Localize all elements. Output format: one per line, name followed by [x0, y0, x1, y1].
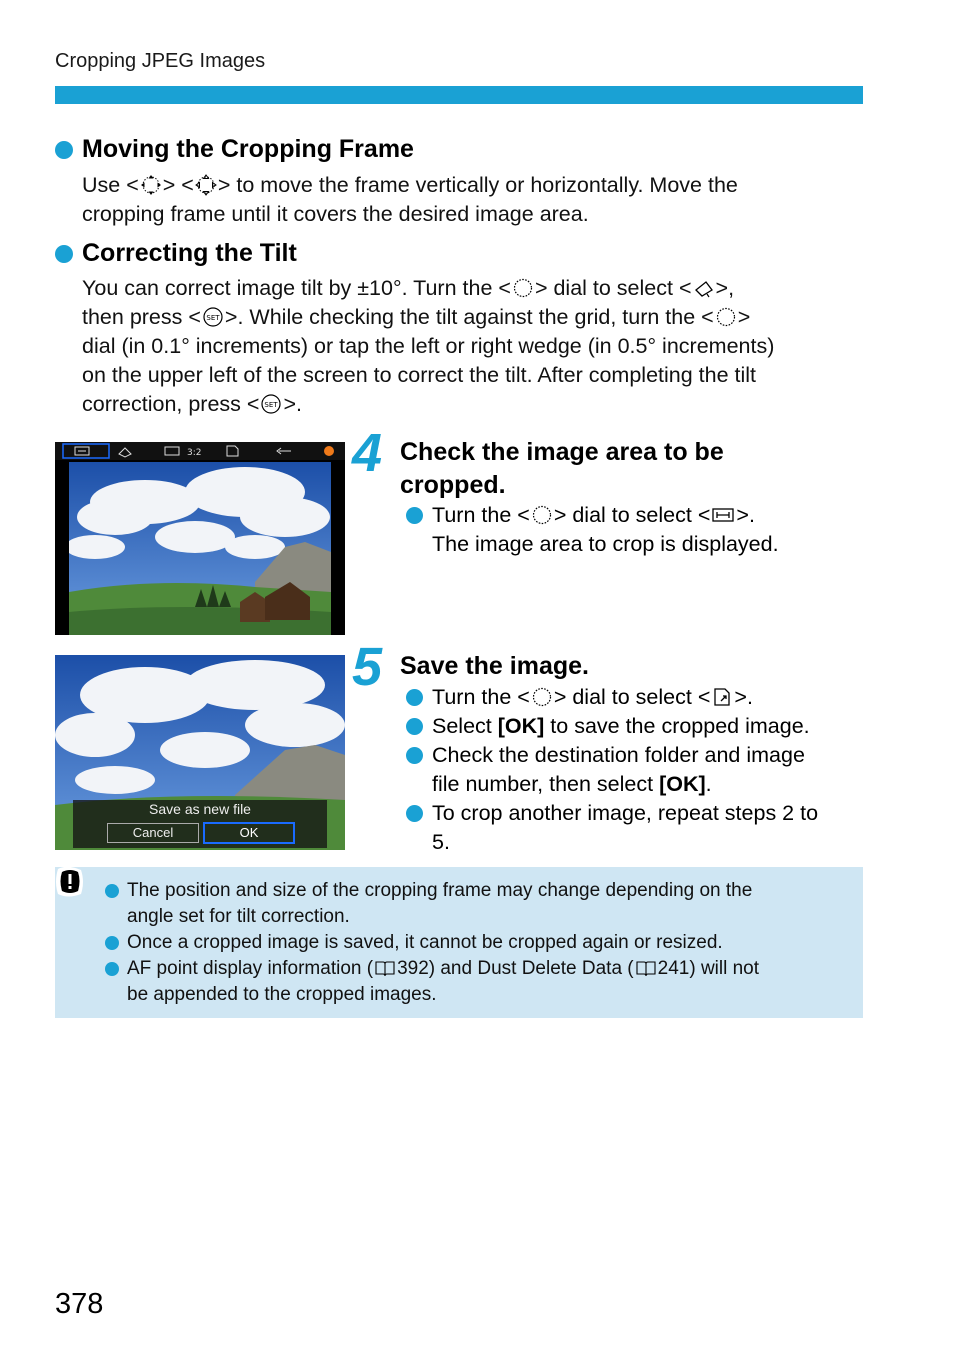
text: angle set for tilt correction.: [127, 906, 350, 927]
step4-bullets: [400, 501, 870, 559]
text: Turn the <: [432, 685, 530, 709]
list-item: [55, 956, 863, 1008]
text: Turn the <: [432, 503, 530, 527]
text: > dial to select <: [534, 276, 692, 300]
text: to save the cropped image.: [544, 714, 810, 738]
bullet-dot-icon: [55, 245, 73, 263]
bullet-dot-icon: [105, 884, 119, 898]
step4-heading: [400, 436, 724, 502]
list-item: [400, 741, 875, 799]
dial-icon: [512, 277, 534, 299]
running-header: Cropping JPEG Images: [55, 50, 266, 72]
text: file number, then select: [432, 772, 660, 796]
text: 392) and Dust Delete Data (: [397, 958, 634, 979]
text: Once a cropped image is saved, it cannot be cropped again or resized.: [127, 932, 723, 953]
step-number-5: 5: [352, 637, 383, 697]
text: then press <: [82, 305, 201, 329]
list-item: [400, 799, 875, 857]
tilt-icon: [693, 277, 715, 299]
aspect-label: 3:2: [187, 448, 202, 458]
text: You can correct image tilt by ±10°. Turn the <: [82, 276, 511, 300]
text: be appended to the cropped images.: [127, 984, 437, 1005]
page-number: 378: [55, 1288, 104, 1320]
section-title: Moving the Cropping Frame: [82, 135, 414, 163]
dial-icon: [531, 686, 553, 708]
step5-heading: Save the image.: [400, 652, 589, 680]
step-number-4: 4: [352, 423, 383, 483]
bullet-dot-icon: [105, 936, 119, 950]
text: >,: [715, 276, 735, 300]
cancel-button[interactable]: Cancel: [107, 823, 199, 843]
list-item: [55, 878, 863, 930]
bullet-dot-icon: [55, 141, 73, 159]
section-heading-moving: [55, 135, 414, 164]
text: correction, press <: [82, 392, 260, 416]
cross-keys-icon: [195, 174, 217, 196]
text: > dial to select <: [553, 503, 711, 527]
section-title: Correcting the Tilt: [82, 239, 297, 267]
text: cropping frame until it covers the desired image area.: [82, 202, 589, 226]
dialog-title: Save as new file: [149, 801, 251, 817]
multi-controller-icon: [140, 174, 162, 196]
text: 5.: [432, 830, 450, 854]
text: The position and size of the cropping frame may change depending on the: [127, 880, 753, 901]
bullet-dot-icon: [406, 689, 423, 706]
list-item: [55, 930, 863, 956]
text: >: [737, 305, 751, 329]
text: 241) will not: [657, 958, 760, 979]
text: [OK]: [497, 714, 545, 738]
book-reference-icon: [635, 958, 657, 978]
ok-button[interactable]: OK: [203, 822, 295, 844]
text: To crop another image, repeat steps 2 to: [432, 801, 819, 825]
text: Check the destination folder and image: [432, 743, 805, 767]
list-item: [400, 712, 875, 741]
header-bar: [55, 86, 863, 104]
text: on the upper left of the screen to correct the tilt. After completing the tilt: [82, 363, 757, 387]
crop-screen-image: [55, 442, 345, 635]
step5-bullets: [400, 683, 875, 857]
section-heading-tilt: [55, 239, 297, 268]
list-item: [400, 501, 870, 559]
bullet-dot-icon: [105, 962, 119, 976]
bullet-dot-icon: [406, 507, 423, 524]
text: [OK]: [659, 772, 706, 796]
crop-icon: [711, 504, 735, 526]
moving-paragraph: [82, 171, 862, 229]
text: > <: [162, 173, 194, 197]
text: Use <: [82, 173, 139, 197]
text: Select: [432, 714, 498, 738]
heading-text: cropped.: [400, 471, 506, 499]
text: > to move the frame vertically or horizontally. Move the: [217, 173, 738, 197]
set-button-icon: [202, 306, 224, 328]
text: .: [705, 772, 712, 796]
book-reference-icon: [374, 958, 396, 978]
text: >.: [734, 685, 753, 709]
text: > dial to select <: [553, 685, 711, 709]
text: >.: [736, 503, 755, 527]
caution-note: [55, 867, 863, 1018]
save-new-file-icon: [711, 686, 733, 708]
save-screen-image: [55, 655, 345, 850]
text: AF point display information (: [127, 958, 374, 979]
text: dial (in 0.1° increments) or tap the left or right wedge (in 0.5° increments): [82, 334, 775, 358]
set-button-icon: [260, 393, 282, 415]
text: >. While checking the tilt against the grid, turn the <: [224, 305, 714, 329]
text: >.: [283, 392, 302, 416]
dial-icon: [715, 306, 737, 328]
tilt-paragraph: [82, 274, 872, 419]
text: The image area to crop is displayed.: [432, 532, 779, 556]
bullet-dot-icon: [406, 718, 423, 735]
heading-text: Check the image area to be: [400, 438, 724, 466]
bullet-dot-icon: [406, 747, 423, 764]
dial-icon: [531, 504, 553, 526]
bullet-dot-icon: [406, 805, 423, 822]
list-item: [400, 683, 875, 712]
